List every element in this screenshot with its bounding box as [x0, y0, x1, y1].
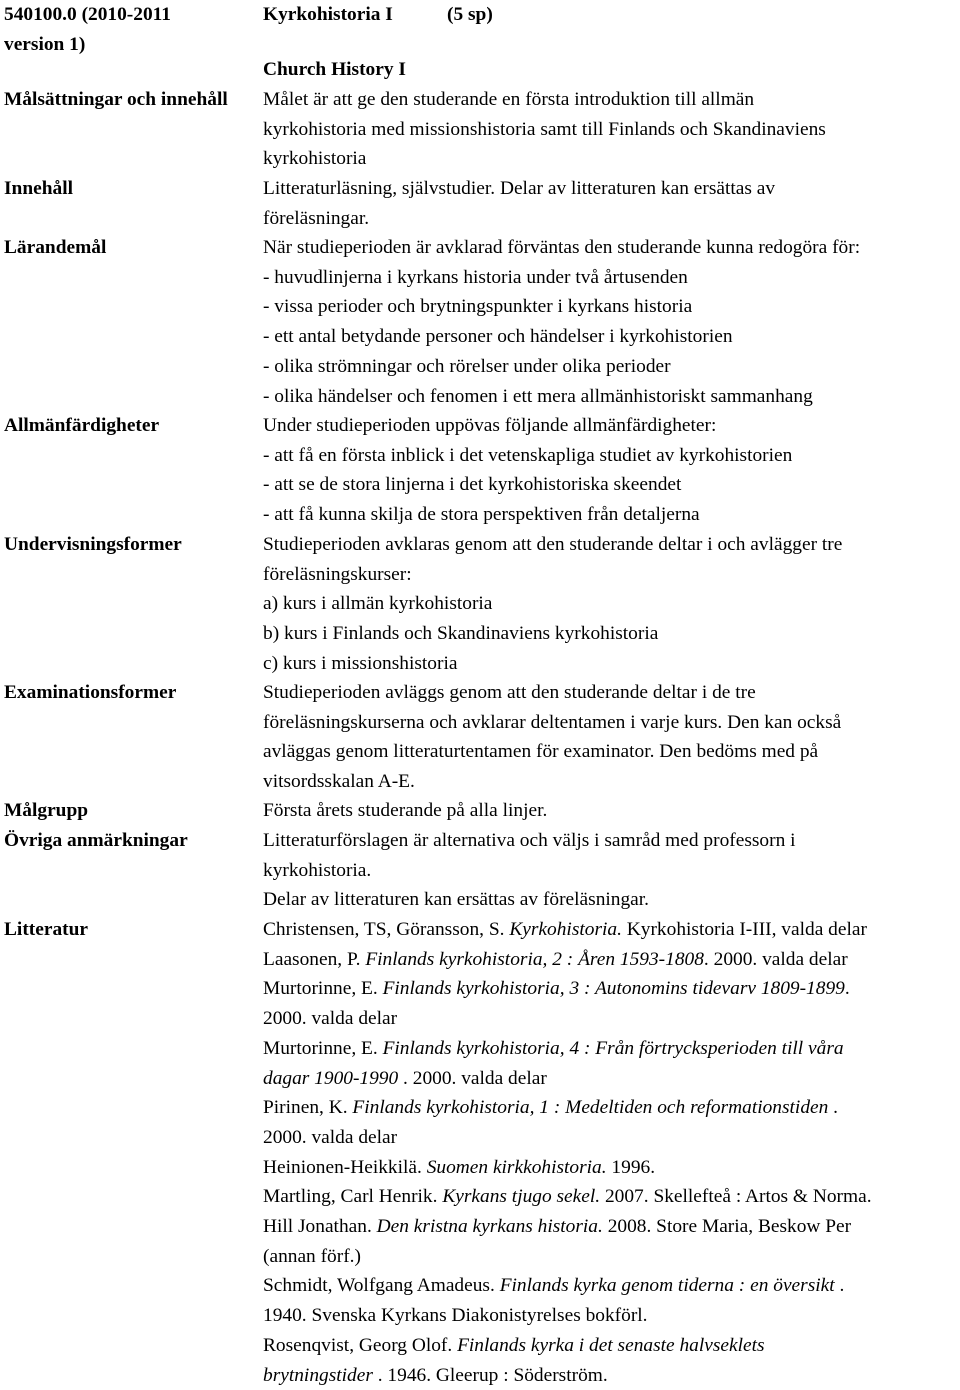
content-line: Litteraturläsning, självstudier. Delar av litteraturen kan ersättas av	[263, 178, 776, 199]
literature-author: (annan förf.)	[263, 1245, 361, 1267]
value-target-group	[263, 796, 960, 826]
value-other-notes	[263, 826, 960, 915]
value-general-skills	[263, 411, 960, 530]
literature-title: Finlands kyrkohistoria, 3 : Autonomins tidevarv 1809-1899	[382, 978, 845, 1000]
literature-title: Kyrkans tjugo sekel.	[442, 1186, 601, 1208]
other-notes-line: Litteraturförslagen är alternativa och väljs i samråd med professorn i	[263, 830, 796, 851]
literature-title: brytningstider	[263, 1364, 373, 1386]
examination-line: föreläsningskurserna och avklarar deltentamen i varje kurs. Den kan också	[263, 711, 842, 733]
literature-title: Suomen kirkkohistoria.	[426, 1156, 607, 1178]
literature-publication: 1996.	[606, 1156, 656, 1178]
literature-entry-line	[263, 1153, 960, 1183]
teaching-methods-line: a) kurs i allmän kyrkohistoria	[263, 593, 493, 615]
literature-entry-line	[263, 1212, 960, 1242]
literature-author: 2000. valda delar	[263, 1126, 398, 1148]
literature-entry-line	[263, 945, 960, 975]
literature-entry-line	[263, 1093, 960, 1123]
literature-entry-line	[263, 1182, 960, 1212]
literature-title: Finlands kyrkohistoria, 1 : Medeltiden och reformationstiden	[352, 1097, 829, 1119]
literature-publication: . 1946. Gleerup : Söderström.	[372, 1364, 608, 1386]
literature-entry-line	[263, 1271, 960, 1301]
literature-author: Pirinen, K.	[263, 1097, 353, 1119]
teaching-methods-line: c) kurs i missionshistoria	[263, 652, 458, 674]
literature-author: Rosenqvist, Georg Olof.	[263, 1334, 458, 1356]
literature-entry-line	[263, 1123, 960, 1153]
literature-author: Murtorinne, E.	[263, 978, 383, 1000]
label-general-skills: Allmänfärdigheter	[4, 415, 160, 436]
course-code: 540100.0 (2010-2011	[4, 4, 171, 25]
literature-entry-line	[263, 1331, 960, 1361]
value-objectives	[263, 85, 960, 174]
other-notes-line: Delar av litteraturen kan ersättas av föreläsningar.	[263, 889, 650, 911]
objectives-line: Målet är att ge den studerande en första introduktion till allmän	[263, 89, 755, 110]
literature-entry-line	[263, 1034, 960, 1064]
label-teaching-methods: Undervisningsformer	[4, 534, 182, 555]
literature-title: Finlands kyrkohistoria, 2 : Åren 1593-1808	[365, 948, 704, 970]
literature-entry-line	[263, 974, 960, 1004]
teaching-methods-line: Studieperioden avklaras genom att den studerande deltar i och avlägger tre	[263, 534, 843, 555]
label-learning-outcomes: Lärandemål	[4, 237, 107, 258]
general-skills-line: - att få kunna skilja de stora perspektiven från detaljerna	[263, 504, 700, 526]
course-title-english: Church History I	[263, 59, 406, 80]
value-learning-outcomes	[263, 233, 960, 411]
literature-list	[263, 915, 960, 1390]
general-skills-line: Under studieperioden uppövas följande allmänfärdigheter:	[263, 415, 717, 436]
learning-outcomes-line: - olika strömningar och rörelser under olika perioder	[263, 355, 671, 377]
literature-entry-line	[263, 1242, 960, 1272]
label-literature: Litteratur	[4, 919, 88, 940]
literature-author: Hill Jonathan.	[263, 1216, 377, 1238]
target-group-line: Första årets studerande på alla linjer.	[263, 800, 548, 821]
literature-title: Finlands kyrka i det senaste halvseklets	[457, 1334, 765, 1356]
learning-outcomes-line: - ett antal betydande personer och händelser i kyrkohistorien	[263, 326, 733, 348]
literature-publication: 2007. Skellefteå : Artos & Norma.	[600, 1186, 872, 1208]
value-teaching-methods	[263, 530, 960, 679]
course-credits: (5 sp)	[447, 4, 493, 25]
literature-publication: .	[844, 978, 850, 1000]
label-other-notes: Övriga anmärkningar	[4, 830, 188, 851]
literature-title: Finlands kyrka genom tiderna : en översikt	[499, 1275, 835, 1297]
literature-author: Martling, Carl Henrik.	[263, 1186, 443, 1208]
examination-line: Studieperioden avläggs genom att den studerande deltar i de tre	[263, 682, 756, 703]
content-line: föreläsningar.	[263, 207, 370, 229]
other-notes-line: kyrkohistoria.	[263, 859, 372, 881]
learning-outcomes-line: - olika händelser och fenomen i ett mera allmänhistoriskt sammanhang	[263, 385, 813, 407]
literature-author: 1940. Svenska Kyrkans Diakonistyrelses bokförl.	[263, 1305, 648, 1327]
literature-entry-line	[263, 1361, 960, 1390]
teaching-methods-line: b) kurs i Finlands och Skandinaviens kyrkohistoria	[263, 623, 659, 645]
literature-title: Finlands kyrkohistoria, 4 : Från förtrycksperioden till våra	[382, 1037, 844, 1059]
literature-publication: .	[834, 1275, 845, 1297]
learning-outcomes-line: När studieperioden är avklarad förväntas den studerande kunna redogöra för:	[263, 237, 861, 258]
literature-author: Christensen, TS, Göransson, S.	[263, 919, 510, 940]
literature-entry-line	[263, 1064, 960, 1094]
course-version: version 1)	[4, 34, 86, 55]
literature-publication: 2008. Store Maria, Beskow Per	[602, 1216, 852, 1238]
label-examination: Examinationsformer	[4, 682, 177, 703]
literature-title: Kyrkohistoria.	[509, 919, 622, 940]
teaching-methods-line: föreläsningskurser:	[263, 563, 412, 585]
literature-entry-line	[263, 915, 960, 945]
value-examination	[263, 678, 960, 797]
value-content	[263, 174, 960, 233]
literature-publication: . 2000. valda delar	[398, 1067, 547, 1089]
literature-publication: . 2000. valda delar	[703, 948, 848, 970]
literature-author: Murtorinne, E.	[263, 1037, 383, 1059]
literature-author: Schmidt, Wolfgang Amadeus.	[263, 1275, 500, 1297]
literature-entry-line	[263, 1301, 960, 1331]
literature-title: dagar 1900-1990	[263, 1067, 399, 1089]
course-title: Kyrkohistoria I	[263, 4, 393, 25]
label-content: Innehåll	[4, 178, 73, 199]
objectives-line: kyrkohistoria	[263, 148, 367, 170]
general-skills-line: - att få en första inblick i det vetenskapliga studiet av kyrkohistorien	[263, 444, 793, 466]
general-skills-line: - att se de stora linjerna i det kyrkohistoriska skeendet	[263, 474, 682, 496]
literature-author: Heinionen-Heikkilä.	[263, 1156, 427, 1178]
examination-line: vitsordsskalan A-E.	[263, 771, 415, 793]
literature-title: Den kristna kyrkans historia.	[376, 1216, 603, 1238]
examination-line: avläggas genom litteraturtentamen för examinator. Den bedöms med på	[263, 741, 819, 763]
label-objectives: Målsättningar och innehåll	[4, 89, 228, 110]
literature-author: 2000. valda delar	[263, 1008, 398, 1030]
learning-outcomes-line: - vissa perioder och brytningspunkter i kyrkans historia	[263, 296, 693, 318]
literature-entry-line	[263, 1004, 960, 1034]
learning-outcomes-line: - huvudlinjerna i kyrkans historia under två årtusenden	[263, 266, 688, 288]
label-target-group: Målgrupp	[4, 800, 89, 821]
literature-author: Laasonen, P.	[263, 948, 366, 970]
literature-publication: Kyrkohistoria I-III, valda delar	[621, 919, 867, 940]
objectives-line: kyrkohistoria med missionshistoria samt till Finlands och Skandinaviens	[263, 118, 826, 140]
literature-publication: .	[828, 1097, 839, 1119]
